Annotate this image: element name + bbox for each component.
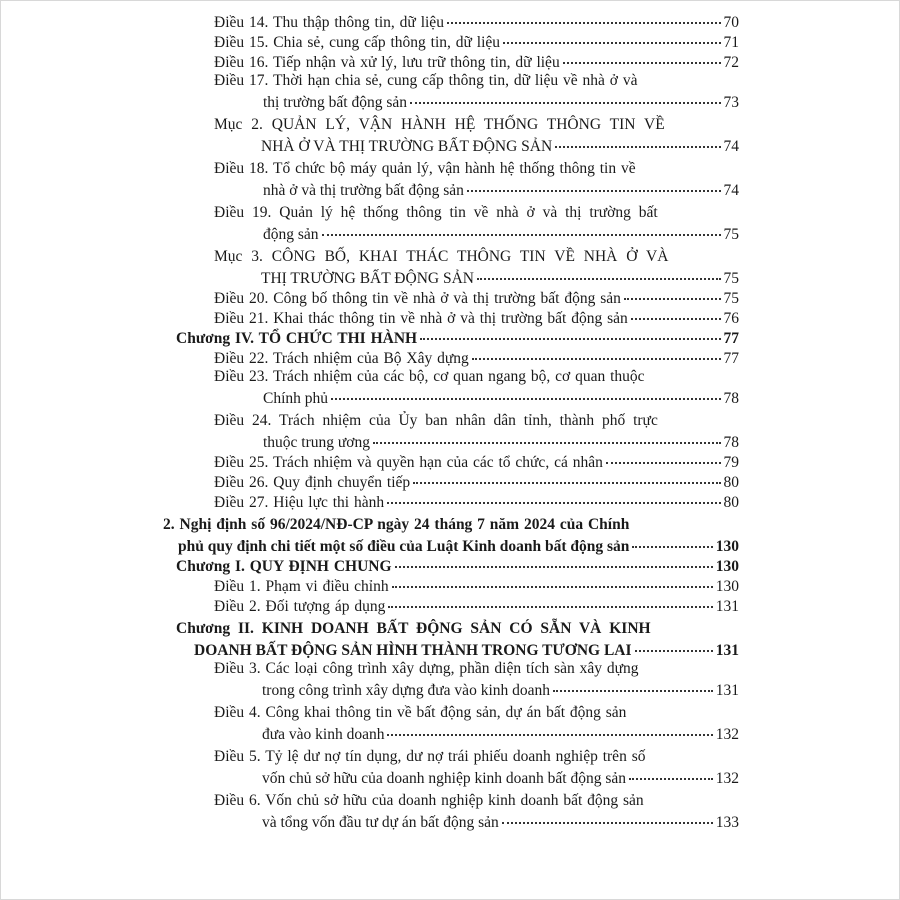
toc-entry-title-line2: Chính phủ xyxy=(263,390,329,407)
toc-entry-title: Điều 25. Trách nhiệm và quyền hạn của các tổ chức, cá nhân xyxy=(214,454,603,471)
toc-page-number: 73 xyxy=(723,94,739,111)
leader-dots xyxy=(395,552,713,568)
leader-dots xyxy=(629,764,713,780)
toc-entry-title-line2: NHÀ Ở VÀ THỊ TRƯỜNG BẤT ĐỘNG SẢN xyxy=(261,138,553,155)
toc-entry-title: Điều 20. Công bố thông tin về nhà ở và thị trường bất động sản xyxy=(214,290,621,307)
leader-dots xyxy=(447,8,721,24)
leader-dots xyxy=(373,428,720,444)
toc-page-number: 132 xyxy=(715,726,739,743)
leader-dots xyxy=(563,48,721,64)
leader-dots xyxy=(472,344,721,360)
toc-entry-title-line1: Điều 18. Tổ chức bộ máy quản lý, vận hành hệ thống thông tin về xyxy=(214,160,636,177)
toc-entry-title: Điều 16. Tiếp nhận và xử lý, lưu trữ thông tin, dữ liệu xyxy=(214,54,560,71)
toc-page-number: 80 xyxy=(723,494,739,511)
toc-entry-title: Điều 15. Chia sẻ, cung cấp thông tin, dữ liệu xyxy=(214,34,501,51)
toc-page-number: 70 xyxy=(723,14,739,31)
leader-dots xyxy=(555,132,720,148)
toc-entry-title: Chương I. QUY ĐỊNH CHUNG xyxy=(176,558,392,575)
leader-dots xyxy=(553,676,713,692)
toc-entry-title-line1: Điều 6. Vốn chủ sở hữu của doanh nghiệp kinh doanh bất động sản xyxy=(214,792,644,809)
toc-page-number: 72 xyxy=(723,54,739,71)
toc-entry-chuong-iv xyxy=(1,327,900,347)
toc-page-number: 74 xyxy=(723,138,739,155)
toc-page-number: 133 xyxy=(715,814,739,831)
toc-entry-dieu-3 xyxy=(1,659,900,699)
toc-entry-title-line2: động sản xyxy=(263,226,319,243)
toc-entry-dieu-27 xyxy=(1,491,900,511)
toc-entry-title-line2: phủ quy định chi tiết một số điều của Luật Kinh doanh bất động sản xyxy=(178,538,630,555)
toc-entry-dieu-5 xyxy=(1,747,900,787)
toc-entry-dieu-4 xyxy=(1,703,900,743)
leader-dots xyxy=(420,324,720,340)
toc-entry-title-line1: Điều 19. Quản lý hệ thống thông tin về nhà ở và thị trường bất xyxy=(214,204,658,221)
toc-entry-dieu-24 xyxy=(1,411,900,451)
toc-entry-muc-2 xyxy=(1,115,900,155)
toc-entry-dieu-14 xyxy=(1,11,900,31)
toc-page-number: 131 xyxy=(715,598,739,615)
toc-page-number: 130 xyxy=(715,558,739,575)
toc-entry-title-line2: và tổng vốn đầu tư dự án bất động sản xyxy=(262,814,499,831)
toc-entry-title: Điều 14. Thu thập thông tin, dữ liệu xyxy=(214,14,444,31)
toc-entry-dieu-19 xyxy=(1,203,900,243)
leader-dots xyxy=(502,808,713,824)
toc-entry-title: Điều 27. Hiệu lực thi hành xyxy=(214,494,385,511)
toc-page-number: 130 xyxy=(715,538,739,555)
toc-entry-title-line2: thị trường bất động sản xyxy=(263,94,408,111)
toc-page-number: 71 xyxy=(723,34,739,51)
toc-entry-dieu-16 xyxy=(1,51,900,71)
toc-page-number: 131 xyxy=(715,642,739,659)
toc-page-number: 132 xyxy=(715,770,739,787)
toc-page-number: 79 xyxy=(723,454,739,471)
toc-entry-title-line1: Điều 4. Công khai thông tin về bất động sản, dự án bất động sản xyxy=(214,704,627,721)
toc-entry-title-line2: đưa vào kinh doanh xyxy=(262,726,385,743)
leader-dots xyxy=(477,264,721,280)
leader-dots xyxy=(322,220,721,236)
toc-entry-dieu-18 xyxy=(1,159,900,199)
leader-dots xyxy=(387,488,720,504)
toc-entry-nghi-dinh-96 xyxy=(1,515,900,555)
toc-entry-dieu-17 xyxy=(1,71,900,111)
toc-entry-title-line1: Mục 2. QUẢN LÝ, VẬN HÀNH HỆ THỐNG THÔNG TIN VỀ xyxy=(214,116,665,133)
toc-entry-title-line1: Điều 24. Trách nhiệm của Ủy ban nhân dân tỉnh, thành phố trực xyxy=(214,412,658,429)
toc-page-number: 75 xyxy=(723,226,739,243)
toc-entry-title-line2: nhà ở và thị trường bất động sản xyxy=(263,182,464,199)
leader-dots xyxy=(410,88,720,104)
toc-entry-muc-3 xyxy=(1,247,900,287)
toc-entry-title-line2: thuộc trung ương xyxy=(263,434,371,451)
leader-dots xyxy=(631,304,721,320)
leader-dots xyxy=(635,636,713,652)
toc-entry-title-line2: vốn chủ sở hữu của doanh nghiệp kinh doanh bất động sản xyxy=(262,770,626,787)
toc-page-number: 77 xyxy=(723,330,739,347)
toc-page-number: 76 xyxy=(723,310,739,327)
toc-entry-title: Điều 21. Khai thác thông tin về nhà ở và thị trường bất động sản xyxy=(214,310,628,327)
toc-entry-title: Điều 2. Đối tượng áp dụng xyxy=(214,598,386,615)
toc-entry-title-line2: THỊ TRƯỜNG BẤT ĐỘNG SẢN xyxy=(261,270,474,287)
leader-dots xyxy=(413,468,720,484)
toc-page-number: 75 xyxy=(723,290,739,307)
toc-entry-title-line1: Chương II. KINH DOANH BẤT ĐỘNG SẢN CÓ SẴN VÀ KINH xyxy=(176,620,651,637)
toc-entry-title-line1: Mục 3. CÔNG BỐ, KHAI THÁC THÔNG TIN VỀ NHÀ Ở VÀ xyxy=(214,248,669,265)
toc-entry-dieu-23 xyxy=(1,367,900,407)
toc-entry-title: Điều 22. Trách nhiệm của Bộ Xây dựng xyxy=(214,350,469,367)
toc-entry-title: Điều 26. Quy định chuyển tiếp xyxy=(214,474,411,491)
leader-dots xyxy=(331,384,720,400)
toc-entry-title-line1: Điều 17. Thời hạn chia sẻ, cung cấp thông tin, dữ liệu về nhà ở và xyxy=(214,72,638,89)
leader-dots xyxy=(467,176,721,192)
toc-entry-title-line1: 2. Nghị định số 96/2024/NĐ-CP ngày 24 tháng 7 năm 2024 của Chính xyxy=(163,516,630,533)
toc-page-number: 78 xyxy=(723,390,739,407)
leader-dots xyxy=(388,592,712,608)
leader-dots xyxy=(392,572,713,588)
toc-entry-title-line1: Điều 3. Các loại công trình xây dựng, phần diện tích sàn xây dựng xyxy=(214,660,639,677)
toc-entry-title-line2: DOANH BẤT ĐỘNG SẢN HÌNH THÀNH TRONG TƯƠNG LAI xyxy=(194,642,632,659)
toc-page-number: 77 xyxy=(723,350,739,367)
toc-entry-dieu-22 xyxy=(1,347,900,367)
toc-entry-title: Chương IV. TỔ CHỨC THI HÀNH xyxy=(176,330,418,347)
toc-entry-dieu-20 xyxy=(1,287,900,307)
toc-page-number: 78 xyxy=(723,434,739,451)
toc-entry-dieu-2 xyxy=(1,595,900,615)
toc-entry-title-line1: Điều 23. Trách nhiệm của các bộ, cơ quan ngang bộ, cơ quan thuộc xyxy=(214,368,645,385)
toc-entry-title-line1: Điều 5. Tỷ lệ dư nợ tín dụng, dư nợ trái phiếu doanh nghiệp trên số xyxy=(214,748,646,765)
toc-page-number: 130 xyxy=(715,578,739,595)
toc-entry-dieu-6 xyxy=(1,791,900,831)
leader-dots xyxy=(624,284,721,300)
toc-page-number: 75 xyxy=(723,270,739,287)
toc-entry-title-line2: trong công trình xây dựng đưa vào kinh doanh xyxy=(262,682,550,699)
leader-dots xyxy=(503,28,720,44)
leader-dots xyxy=(387,720,712,736)
toc-entry-chuong-ii xyxy=(1,619,900,659)
table-of-contents xyxy=(1,11,900,831)
leader-dots xyxy=(632,532,712,548)
toc-entry-title: Điều 1. Phạm vi điều chỉnh xyxy=(214,578,389,595)
leader-dots xyxy=(606,448,721,464)
toc-page-number: 131 xyxy=(715,682,739,699)
toc-page-number: 80 xyxy=(723,474,739,491)
toc-entry-dieu-15 xyxy=(1,31,900,51)
toc-page-number: 74 xyxy=(723,182,739,199)
